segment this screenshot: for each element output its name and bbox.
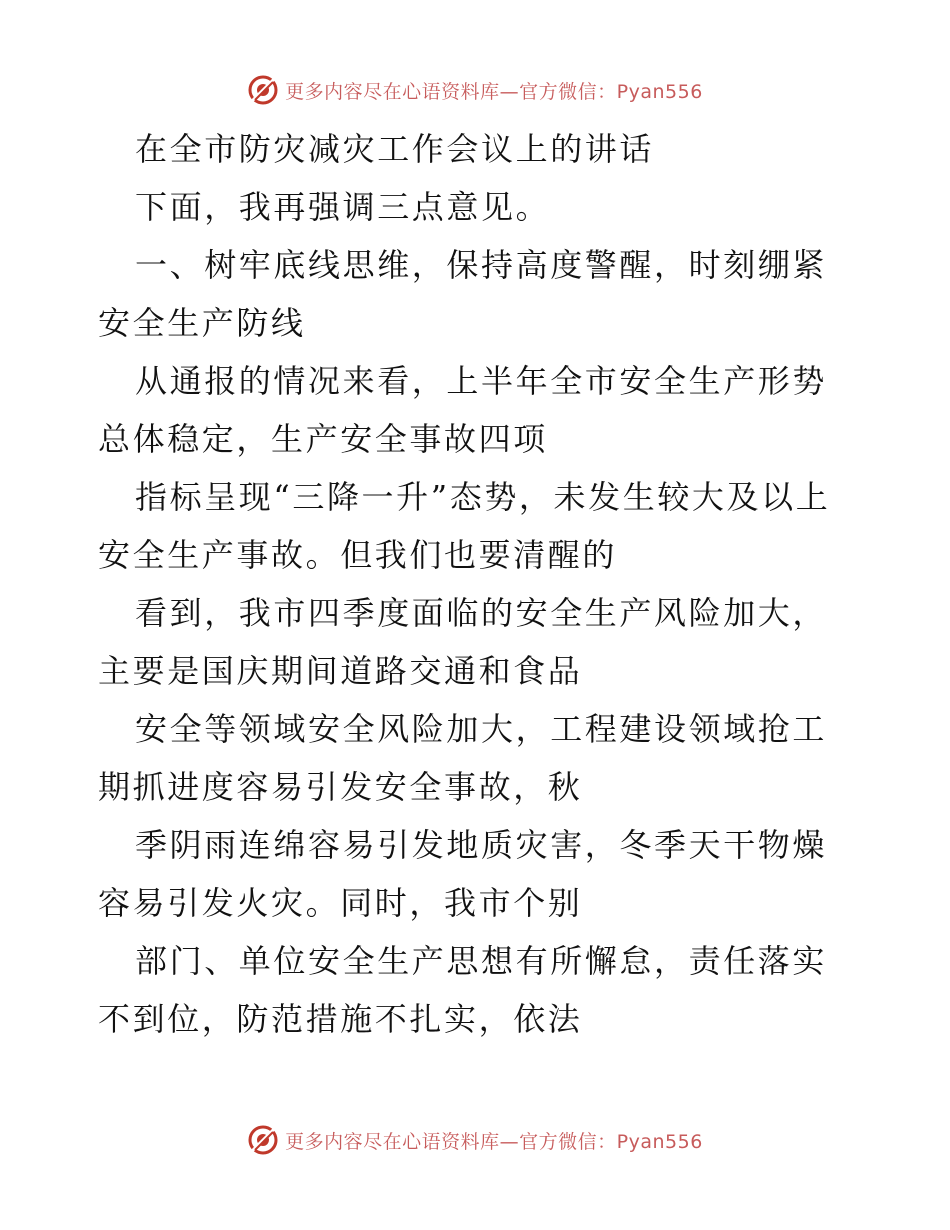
paragraph: 看到，我市四季度面临的安全生产风险加大，主要是国庆期间道路交通和食品	[98, 594, 828, 690]
paragraph: 指标呈现“三降一升”态势，未发生较大及以上安全生产事故。但我们也要清醒的	[98, 478, 831, 574]
document-body	[98, 120, 858, 1048]
paragraph: 下面，我再强调三点意见。	[135, 188, 551, 226]
paragraph: 季阴雨连绵容易引发地质灾害，冬季天干物燥容易引发火灾。同时，我市个别	[98, 826, 828, 922]
watermark-text: 更多内容尽在心语资料库—官方微信：Pyan556	[285, 80, 703, 103]
paragraph: 从通报的情况来看，上半年全市安全生产形势总体稳定，生产安全事故四项	[98, 362, 828, 458]
paragraph: 安全等领域安全风险加大，工程建设领域抢工期抓进度容易引发安全事故，秋	[98, 710, 828, 806]
paragraph: 一、树牢底线思维，保持高度警醒，时刻绷紧安全生产防线	[98, 246, 828, 342]
seal-logo-icon	[247, 1124, 279, 1156]
watermark-footer	[0, 1120, 950, 1160]
seal-logo-icon	[247, 74, 279, 106]
paragraph: 部门、单位安全生产思想有所懈怠，责任落实不到位，防范措施不扎实，依法	[98, 942, 828, 1038]
watermark-header	[0, 70, 950, 110]
document-title: 在全市防灾减灾工作会议上的讲话	[135, 130, 655, 168]
watermark-text: 更多内容尽在心语资料库—官方微信：Pyan556	[285, 1130, 703, 1153]
